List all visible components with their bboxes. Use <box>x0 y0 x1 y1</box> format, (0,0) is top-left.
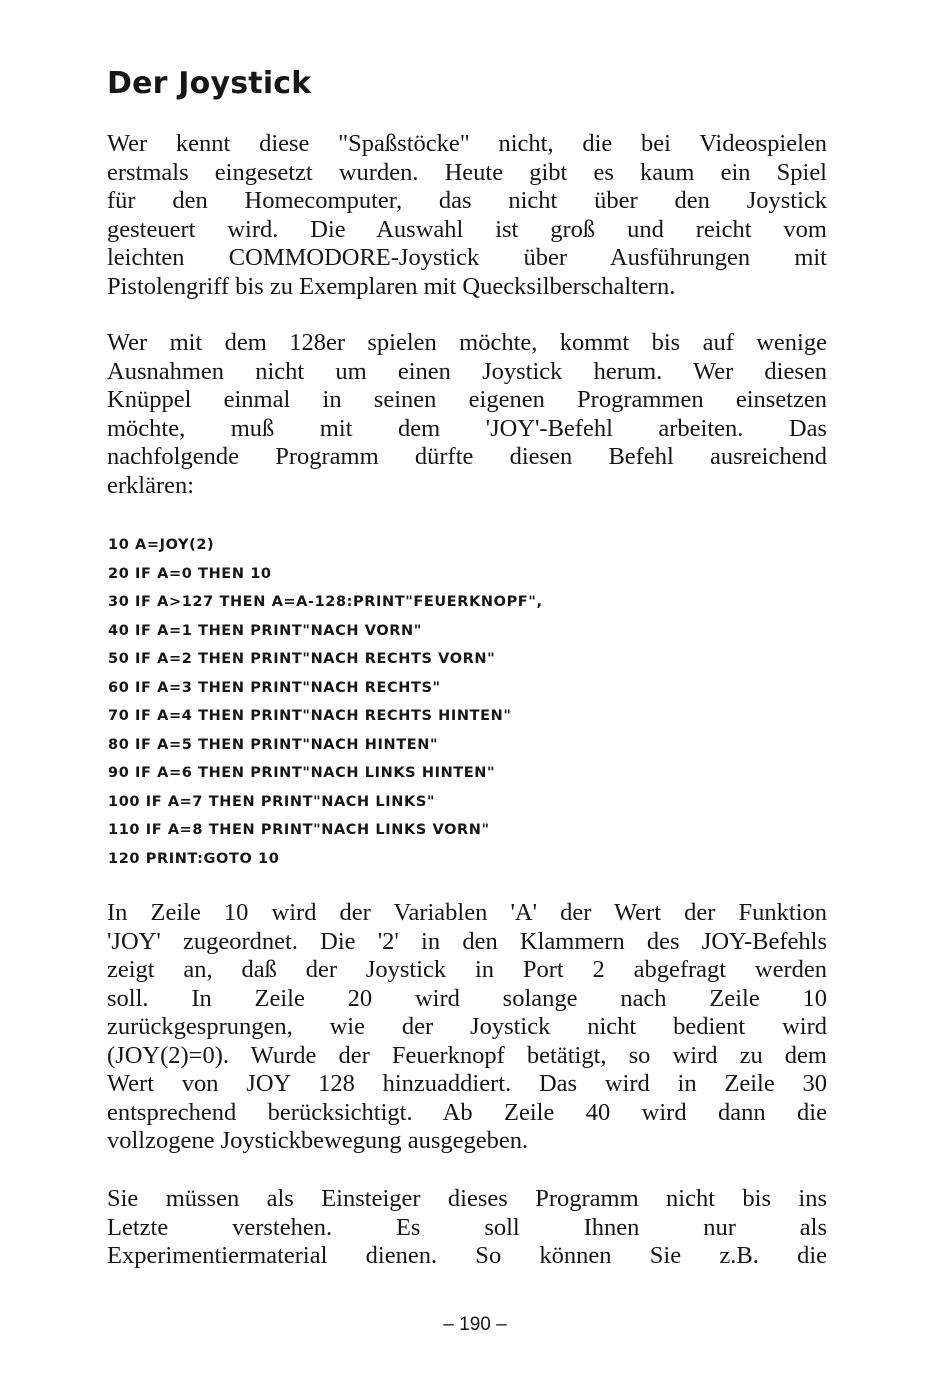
text-line: 'JOY' zugeordnet. Die '2' in den Klammern des JOY-Befehls <box>107 927 827 955</box>
code-line: 70 IF A=4 THEN PRINT"NACH RECHTS HINTEN" <box>108 708 512 724</box>
page-number: – 190 – <box>443 1314 507 1335</box>
code-line: 60 IF A=3 THEN PRINT"NACH RECHTS" <box>108 679 441 696</box>
text-line: Letzte verstehen. Es soll Ihnen nur als <box>107 1213 827 1241</box>
text-line: zeigt an, daß der Joystick in Port 2 abgefragt werden <box>107 956 827 983</box>
text-line: Ausnahmen nicht um einen Joystick herum. Wer diesen <box>107 357 827 385</box>
text-line: für den Homecomputer, das nicht über den Joystick <box>107 187 827 214</box>
paragraph-usage <box>107 329 827 500</box>
text-line: gesteuert wird. Die Auswahl ist groß und reicht vom <box>107 215 827 243</box>
code-line: 80 IF A=5 THEN PRINT"NACH HINTEN" <box>108 736 439 753</box>
code-line: 30 IF A>127 THEN A=A-128:PRINT"FEUERKNOPF", <box>108 594 543 610</box>
code-line: 100 IF A=7 THEN PRINT"NACH LINKS" <box>108 793 436 810</box>
paragraph-intro <box>107 130 827 301</box>
text-line: Experimentiermaterial dienen. So können Sie z.B. die <box>107 1242 827 1269</box>
text-line: Sie müssen als Einsteiger dieses Programm nicht bis ins <box>107 1185 827 1212</box>
text-line: nachfolgende Programm dürfte diesen Befehl ausreichend <box>107 443 827 470</box>
text-line: Knüppel einmal in seinen eigenen Programmen einsetzen <box>107 386 827 413</box>
paragraph-closing <box>107 1185 827 1271</box>
text-line: entsprechend berücksichtigt. Ab Zeile 40 wird dann die <box>107 1098 827 1126</box>
code-line: 50 IF A=2 THEN PRINT"NACH RECHTS VORN" <box>108 651 496 667</box>
code-line: 120 PRINT:GOTO 10 <box>108 850 280 867</box>
text-line: Wer mit dem 128er spielen möchte, kommt bis auf wenige <box>107 329 827 356</box>
code-line: 90 IF A=6 THEN PRINT"NACH LINKS HINTEN" <box>108 765 496 781</box>
text-line: möchte, muß mit dem 'JOY'-Befehl arbeiten. Das <box>107 414 827 442</box>
text-line: Pistolengriff bis zu Exemplaren mit Quecksilberschaltern. <box>107 272 676 300</box>
text-line: leichten COMMODORE-Joystick über Ausführungen mit <box>107 244 827 271</box>
paragraph-explanation <box>107 899 827 1156</box>
code-line: 40 IF A=1 THEN PRINT"NACH VORN" <box>108 622 422 639</box>
text-line: erstmals eingesetzt wurden. Heute gibt es kaum ein Spiel <box>107 158 827 186</box>
page-title: Der Joystick <box>107 66 312 101</box>
text-line: Wert von JOY 128 hinzuaddiert. Das wird in Zeile 30 <box>107 1070 827 1097</box>
text-line: soll. In Zeile 20 wird solange nach Zeile 10 <box>107 984 827 1012</box>
text-line: vollzogene Joystickbewegung ausgegeben. <box>107 1127 529 1154</box>
code-line: 110 IF A=8 THEN PRINT"NACH LINKS VORN" <box>108 822 490 838</box>
text-line: (JOY(2)=0). Wurde der Feuerknopf betätigt, so wird zu dem <box>107 1041 827 1069</box>
text-line: Wer kennt diese "Spaßstöcke" nicht, die bei Videospielen <box>107 130 827 157</box>
text-line: In Zeile 10 wird der Variablen 'A' der Wert der Funktion <box>107 899 827 926</box>
text-line: zurückgesprungen, wie der Joystick nicht bedient wird <box>107 1013 827 1040</box>
text-line: erklären: <box>107 471 195 499</box>
code-line: 20 IF A=0 THEN 10 <box>108 565 272 582</box>
code-listing <box>108 531 543 873</box>
code-line: 10 A=JOY(2) <box>108 537 215 553</box>
